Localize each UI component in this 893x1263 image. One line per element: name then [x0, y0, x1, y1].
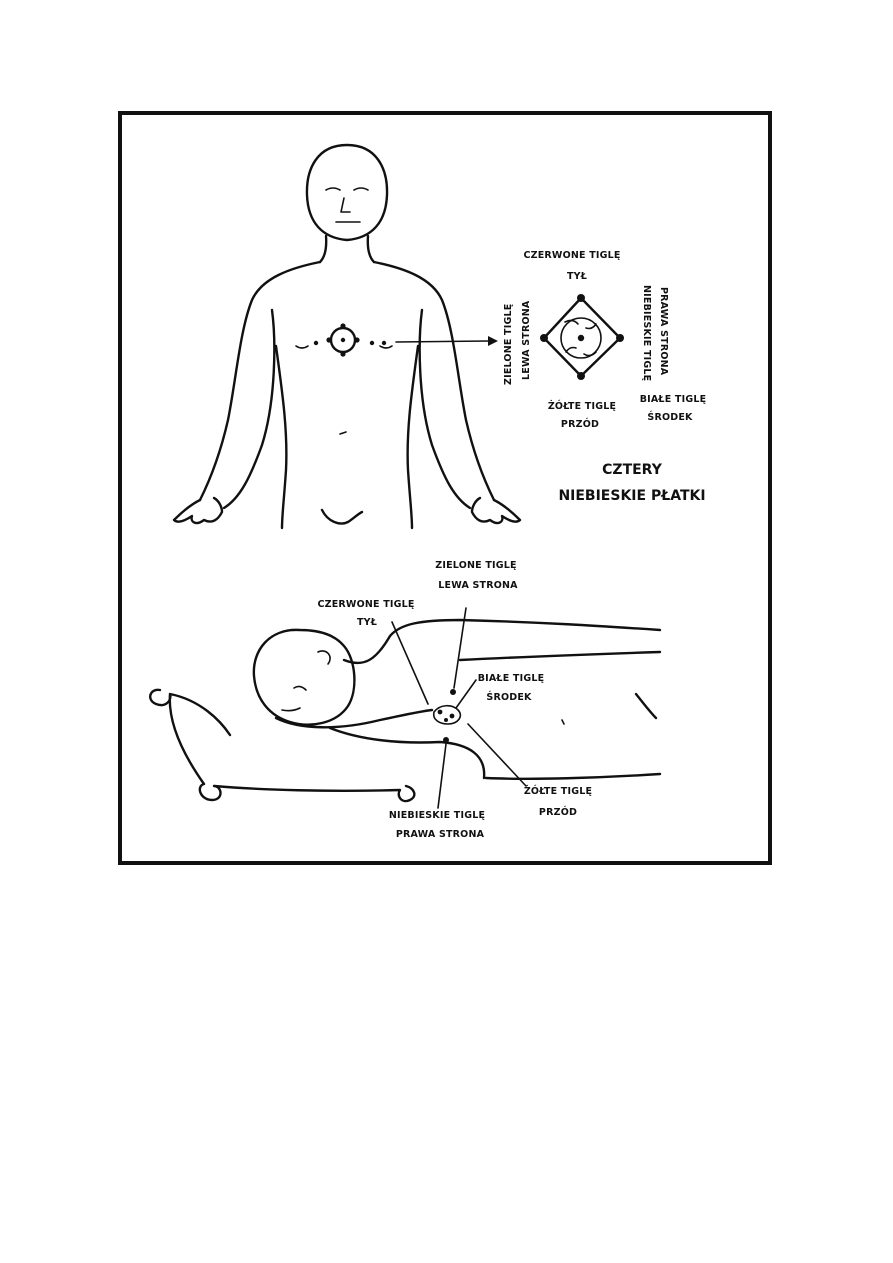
nose — [341, 198, 350, 212]
right-eye — [354, 188, 368, 190]
groin — [322, 510, 362, 524]
neck-right — [368, 236, 374, 262]
red-label-1: CZERWONE TIGLĘ — [317, 599, 415, 610]
green-label-2: LEWA STRONA — [438, 580, 518, 591]
reclining-ear — [318, 651, 330, 664]
reclining-leg-mark — [636, 694, 656, 718]
pointer-arrowhead — [488, 336, 498, 346]
diamond-symbol — [540, 294, 624, 380]
blue-label-2: PRAWA STRONA — [395, 829, 485, 840]
left-arm-inner — [224, 310, 274, 508]
diamond-label-center-2: ŚRODEK — [647, 412, 693, 423]
diamond-label-top-1: CZERWONE TIGLĘ — [523, 250, 621, 261]
diamond-label-left-1: ZIELONE TIGLĘ — [503, 303, 514, 385]
reclining-hip — [460, 652, 660, 660]
navel — [340, 432, 346, 434]
red-label-2: TYŁ — [356, 617, 378, 628]
diamond-label-right-2: PRAWA STRONA — [658, 287, 669, 376]
pillow-outline — [150, 690, 414, 801]
left-arm-outer — [200, 262, 320, 500]
red-leader — [392, 622, 428, 704]
neck-left — [320, 236, 326, 262]
chest-dot-right-2 — [382, 341, 386, 345]
diamond-label-center-1: BIAŁE TIGLĘ — [639, 394, 707, 405]
chest-dot-left — [314, 341, 318, 345]
torso-right — [408, 346, 418, 528]
green-label-1: ZIELONE TIGLĘ — [435, 560, 517, 571]
right-arm-inner — [420, 310, 470, 508]
diamond-label-bottom-1: ŻÓŁTE TIGLĘ — [547, 401, 617, 412]
right-chest-mark — [380, 346, 392, 348]
torso-left — [276, 346, 286, 528]
reclining-mouth — [282, 708, 300, 711]
right-arm-outer — [374, 262, 494, 500]
head-outline — [307, 145, 387, 240]
left-hand — [174, 498, 222, 523]
right-hand — [472, 498, 520, 523]
left-chest-mark — [296, 346, 308, 348]
yellow-label-1: ŻÓŁTE TIGLĘ — [523, 786, 593, 797]
standing-body — [174, 145, 520, 528]
reclining-head — [254, 630, 355, 725]
reclining-navel — [562, 720, 564, 724]
diamond-label-top-2: TYŁ — [566, 271, 588, 282]
diamond-label-right-1: NIEBIESKIE TIGLĘ — [641, 285, 652, 382]
pointer-arrow-line — [396, 341, 488, 342]
reclining-eye — [294, 686, 306, 690]
white-leader — [456, 680, 476, 708]
caption-line-2: NIEBIESKIE PŁATKI — [558, 488, 706, 504]
blue-leader — [438, 744, 446, 808]
reclining-body — [150, 608, 660, 808]
blue-label-1: NIEBIESKIE TIGLĘ — [388, 810, 486, 821]
green-dot — [450, 689, 456, 695]
white-label-2: ŚRODEK — [486, 692, 532, 703]
reclining-torso-front — [486, 774, 660, 779]
reclining-back — [344, 620, 660, 663]
reclining-arm-upper — [276, 710, 432, 727]
blue-dot — [443, 737, 449, 743]
diamond-label-left-2: LEWA STRONA — [521, 300, 532, 380]
left-eye — [326, 188, 340, 190]
diamond-label-bottom-2: PRZÓD — [560, 419, 600, 430]
reclining-arm-lower — [330, 728, 484, 778]
chest-chakra-symbol — [326, 323, 359, 356]
caption-line-1: CZTERY — [602, 462, 662, 478]
chest-dot-right-1 — [370, 341, 374, 345]
white-label-1: BIAŁE TIGLĘ — [477, 673, 545, 684]
yellow-label-2: PRZÓD — [538, 807, 578, 818]
